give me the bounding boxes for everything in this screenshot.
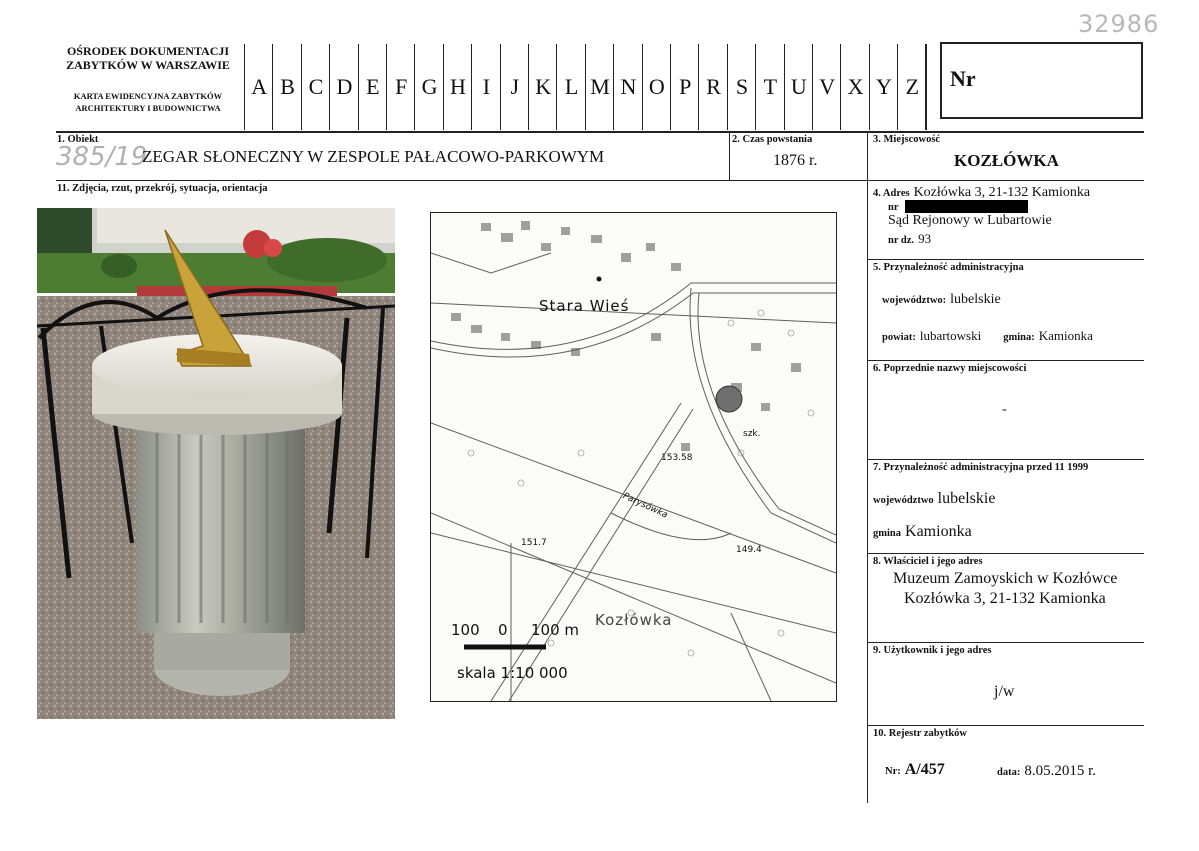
map-label-river: Parysówka xyxy=(621,491,670,521)
przed1999-woj xyxy=(873,490,995,508)
rejestr-nr xyxy=(885,761,945,779)
wlasciciel-line1: Muzeum Zamoyskich w Kozłówce xyxy=(893,570,1118,587)
zdjecia-label: 11. Zdjęcia, rzut, przekrój, sytuacja, orientacja xyxy=(57,183,268,194)
adres-nr-label: nr xyxy=(888,202,899,213)
czas-label: 2. Czas powstania xyxy=(732,134,813,145)
map-scale-0: 0 xyxy=(498,621,508,639)
map-elevation-2: 151.7 xyxy=(521,538,547,548)
map-label-szk: szk. xyxy=(743,429,761,439)
letter-f: F xyxy=(386,44,415,130)
woj-value: lubelskie xyxy=(950,292,1001,307)
letters-end-line xyxy=(925,44,927,130)
rejestr-nr-label: Nr: xyxy=(885,766,901,777)
sundial-photo xyxy=(37,208,395,719)
gmina-value: Kamionka xyxy=(1038,328,1093,343)
letter-s: S xyxy=(727,44,756,130)
divider-7 xyxy=(868,553,1144,554)
letter-k: K xyxy=(528,44,557,130)
map-label-kozlowka: Kozłówka xyxy=(595,611,673,629)
przynaleznosc-powiat xyxy=(882,327,1093,345)
redacted-number xyxy=(905,200,1028,213)
org-line-1: OŚRODEK DOKUMENTACJI xyxy=(66,44,230,58)
rejestr-label: 10. Rejestr zabytków xyxy=(873,728,967,739)
przed1999-gmina xyxy=(873,523,972,541)
letter-u: U xyxy=(784,44,813,130)
map-label-stara-wies: Stara Wieś xyxy=(539,297,630,315)
wlasciciel-line2: Kozłówka 3, 21-132 Kamionka xyxy=(904,590,1106,607)
wlasciciel-label: 8. Właściciel i jego adres xyxy=(873,556,983,567)
letter-p: P xyxy=(670,44,699,130)
adres-block xyxy=(873,183,1090,201)
org-line-2: ZABYTKÓW W WARSZAWIE xyxy=(66,58,230,72)
nrdz-label: nr dz. xyxy=(888,235,915,246)
divider-4 xyxy=(868,259,1144,260)
gmina-label: gmina: xyxy=(1003,332,1035,343)
letter-a: A xyxy=(244,44,273,130)
header-organization xyxy=(56,44,240,114)
uzytkownik-value: j/w xyxy=(994,683,1015,700)
powiat-label: powiat: xyxy=(882,332,916,343)
przed1999-label: 7. Przynależność administracyjna przed 11 1999 xyxy=(873,462,1089,473)
obiekt-value: ZEGAR SŁONECZNY W ZESPOLE PAŁACOWO-PARKOWYM xyxy=(142,147,605,166)
divider-header xyxy=(56,131,1144,133)
przed1999-woj-label: województwo xyxy=(873,495,934,506)
obiekt-handwritten-number: 385/19 xyxy=(56,142,148,172)
letter-h: H xyxy=(443,44,472,130)
letter-g: G xyxy=(414,44,443,130)
przynaleznosc-label: 5. Przynależność administracyjna xyxy=(873,262,1024,273)
divider-5 xyxy=(868,360,1144,361)
card-line-2: ARCHITEKTURY I BUDOWNICTWA xyxy=(75,103,221,113)
divider-czas xyxy=(729,131,730,181)
letter-o: O xyxy=(642,44,671,130)
przynaleznosc-woj xyxy=(882,290,1001,308)
card-line-1: KARTA EWIDENCYJNA ZABYTKÓW xyxy=(73,91,223,101)
przed1999-gmina-value: Kamionka xyxy=(905,523,972,540)
letter-b: B xyxy=(272,44,301,130)
location-map xyxy=(430,212,837,702)
letter-x: X xyxy=(840,44,869,130)
nr-box[interactable] xyxy=(940,42,1143,119)
rejestr-data-value: 8.05.2015 r. xyxy=(1024,763,1097,779)
map-elevation-3: 149.4 xyxy=(736,545,762,555)
przed1999-gmina-label: gmina xyxy=(873,528,902,539)
letter-z: Z xyxy=(897,44,926,130)
map-scale-100m: 100 m xyxy=(531,621,580,639)
letter-j: J xyxy=(500,44,529,130)
letter-n: N xyxy=(613,44,642,130)
powiat-value: lubartowski xyxy=(919,328,982,343)
czas-value: 1876 r. xyxy=(773,152,818,169)
adres-label: 4. Adres xyxy=(873,188,910,199)
adres-sad: Sąd Rejonowy w Lubartowie xyxy=(888,213,1052,228)
letter-i: I xyxy=(471,44,500,130)
adres-value: Kozłówka 3, 21-132 Kamionka xyxy=(913,185,1091,200)
corner-archive-number: 32986 xyxy=(1078,10,1160,38)
letter-v: V xyxy=(812,44,841,130)
divider-6 xyxy=(868,459,1144,460)
letter-t: T xyxy=(755,44,784,130)
divider-right-column xyxy=(867,131,868,803)
uzytkownik-label: 9. Użytkownik i jego adres xyxy=(873,645,992,656)
divider-9 xyxy=(868,725,1144,726)
obiekt-label: 1. Obiekt xyxy=(57,134,99,145)
letter-l: L xyxy=(556,44,585,130)
letter-c: C xyxy=(301,44,330,130)
map-elevation-1: 153.58 xyxy=(661,453,693,463)
przed1999-woj-value: lubelskie xyxy=(937,490,996,507)
miejscowosc-label: 3. Miejscowość xyxy=(873,134,941,145)
rejestr-data-label: data: xyxy=(997,767,1021,778)
adres-nrdz xyxy=(888,230,931,248)
divider-8 xyxy=(868,642,1144,643)
rejestr-nr-value: A/457 xyxy=(904,761,945,778)
letter-d: D xyxy=(329,44,358,130)
map-scale-text: skala 1:10 000 xyxy=(457,664,568,682)
nr-label: Nr xyxy=(950,66,976,91)
letter-m: M xyxy=(585,44,614,130)
letter-y: Y xyxy=(869,44,898,130)
miejscowosc-value: KOZŁÓWKA xyxy=(954,151,1059,170)
poprzednie-label: 6. Poprzednie nazwy miejscowości xyxy=(873,363,1027,374)
letter-r: R xyxy=(698,44,727,130)
nrdz-value: 93 xyxy=(918,231,932,246)
rejestr-data xyxy=(997,762,1096,780)
woj-label: województwo: xyxy=(882,295,947,306)
map-scale-100: 100 xyxy=(451,621,480,639)
poprzednie-value: - xyxy=(1002,402,1007,417)
divider-row1 xyxy=(56,180,1144,181)
letter-e: E xyxy=(358,44,387,130)
